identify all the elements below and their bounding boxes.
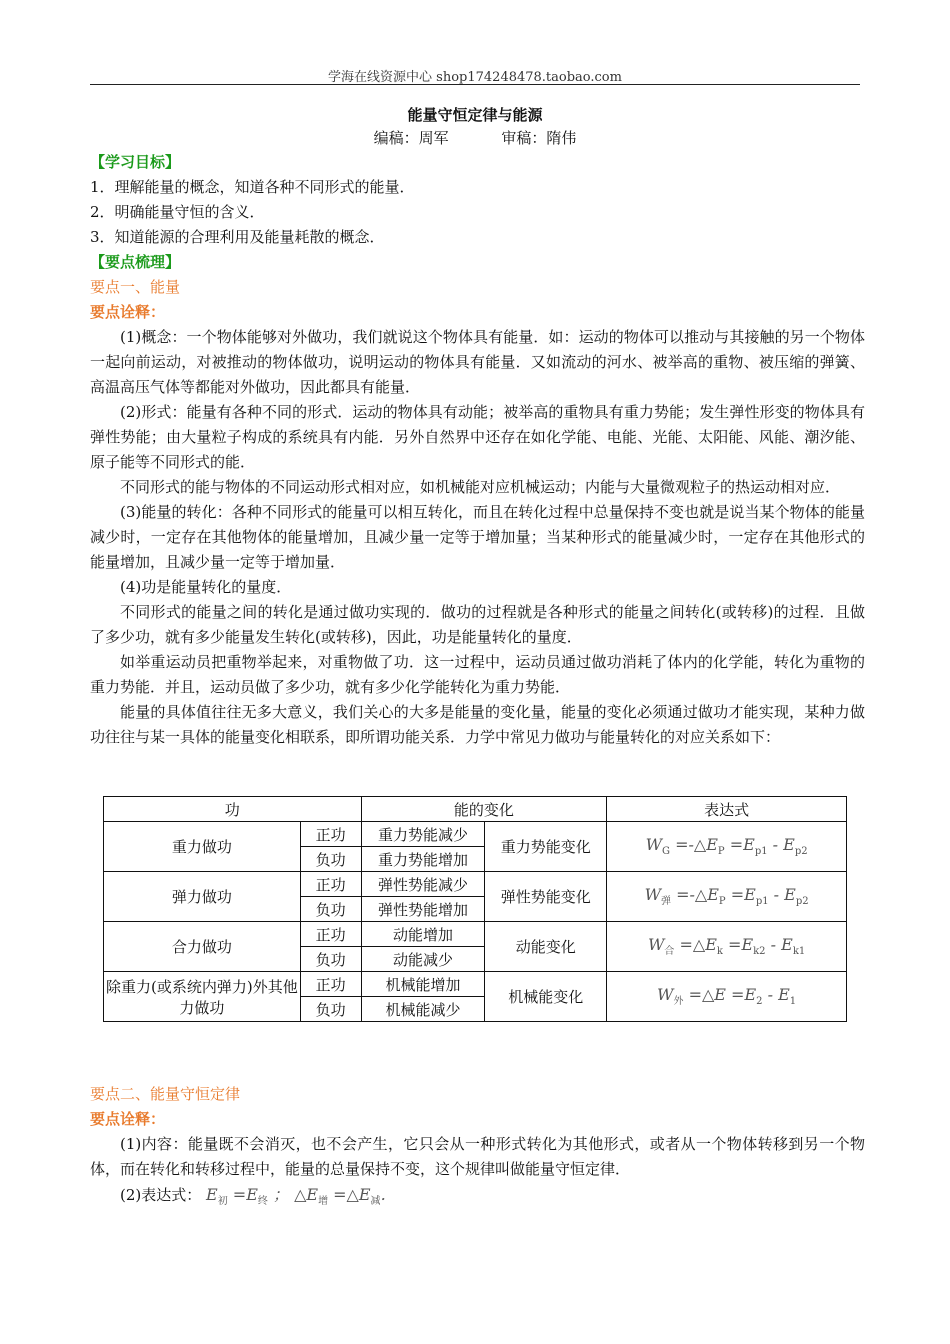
energy-change: 动能变化 bbox=[485, 922, 607, 972]
formula-elastic: $W_弹$ $=-\triangle E_P =E_{p1} - E_{p2}$ bbox=[607, 872, 847, 922]
expression-label: (2)表达式： bbox=[120, 1186, 202, 1204]
paragraph: (3)能量的转化：各种不同形式的能量可以相互转化，而且在转化过程中总量保持不变也就是说当某个物体的能量减少时，一定存在其他物体的能量增加，且减少量一定等于增加量；当某种形式的能量减少时，一定存在其他形式的能量增加，且减少量一定等于增加量． bbox=[90, 503, 865, 571]
table-row bbox=[104, 822, 847, 847]
paragraph: (4)功是能量转化的量度． bbox=[120, 578, 292, 596]
objectives-heading: 【学习目标】 bbox=[90, 153, 181, 171]
paragraph: 不同形式的能量之间的转化是通过做功实现的．做功的过程就是各种形式的能量之间转化(或转移)的过程．且做了多少功，就有多少能量发生转化(或转移)，因此，功是能量转化的量度． bbox=[90, 603, 865, 646]
formula-gravity: $W_G$ $=-\triangle E_P =E_{p1} - E_{p2}$ bbox=[607, 822, 847, 872]
table-row bbox=[104, 922, 847, 947]
paragraph: (1)概念：一个物体能够对外做功，我们就说这个物体具有能量．如：运动的物体可以推动与其接触的另一个物体一起向前运动，对被推动的物体做功，说明运动的物体具有能量．又如流动的河水、被举高的重物、被压缩的弹簧、高温高压气体等都能对外做功，因此都具有能量． bbox=[90, 328, 865, 396]
work-sign: 负功 bbox=[300, 847, 361, 872]
header-rule bbox=[90, 84, 860, 85]
paragraph: (2)形式：能量有各种不同的形式．运动的物体具有动能；被举高的重物具有重力势能；发生弹性形变的物体具有弹性势能；由大量粒子构成的系统具有内能．另外自然界中还存在如化学能、电能、光能、太阳能、风能、潮汐能、原子能等不同形式的能． bbox=[90, 403, 865, 471]
work-sign: 正功 bbox=[300, 972, 361, 997]
work-sign: 正功 bbox=[300, 822, 361, 847]
work-sign: 负功 bbox=[300, 897, 361, 922]
table-row bbox=[104, 972, 847, 997]
section-2-note: 要点诠释： bbox=[90, 1110, 166, 1128]
energy-change: 重力势能变化 bbox=[485, 822, 607, 872]
work-energy-table bbox=[103, 796, 847, 1022]
table-header-row bbox=[104, 797, 847, 822]
editor: 编稿：周军 bbox=[373, 129, 449, 147]
objective-item: 2．明确能量守恒的含义． bbox=[90, 203, 265, 221]
paragraph: (1)内容：能量既不会消灭，也不会产生，它只会从一种形式转化为其他形式，或者从一个物体转移到另一个物体，而在转化和转移过程中，能量的总量保持不变，这个规律叫做能量守恒定律． bbox=[90, 1135, 865, 1178]
reviewer: 审稿：隋伟 bbox=[501, 129, 577, 147]
section-1-title: 要点一、能量 bbox=[90, 278, 181, 296]
formula-other: $W_外$ =△E $=E_2 - E_1$ bbox=[607, 972, 847, 1022]
work-sign: 负功 bbox=[300, 947, 361, 972]
energy-effect: 重力势能增加 bbox=[361, 847, 485, 872]
energy-change: 弹性势能变化 bbox=[485, 872, 607, 922]
section-2-title: 要点二、能量守恒定律 bbox=[90, 1085, 241, 1103]
section-2-content bbox=[90, 1082, 865, 1214]
conservation-formula: $E_初 =E_终$ ； $\triangle E_增$ $=\triangle E_减$． bbox=[206, 1185, 397, 1208]
formula-net: $W_合$ $=\triangle E_k =E_{k2} - E_{k1}$ bbox=[607, 922, 847, 972]
energy-effect: 机械能减少 bbox=[361, 997, 485, 1022]
header-energy-change: 能的变化 bbox=[361, 797, 607, 822]
energy-effect: 弹性势能减少 bbox=[361, 872, 485, 897]
objective-item: 3．知道能源的合理利用及能量耗散的概念． bbox=[90, 228, 385, 246]
force-cell: 除重力(或系统内弹力)外其他力做功 bbox=[104, 972, 301, 1022]
summary-heading: 【要点梳理】 bbox=[90, 253, 181, 271]
header-work: 功 bbox=[104, 797, 362, 822]
energy-change: 机械能变化 bbox=[485, 972, 607, 1022]
energy-effect: 机械能增加 bbox=[361, 972, 485, 997]
objective-item: 1．理解能量的概念，知道各种不同形式的能量． bbox=[90, 178, 415, 196]
byline bbox=[90, 127, 860, 148]
force-cell: 合力做功 bbox=[104, 922, 301, 972]
force-cell: 弹力做功 bbox=[104, 872, 301, 922]
header-expression: 表达式 bbox=[607, 797, 847, 822]
section-1-content bbox=[90, 150, 865, 750]
paragraph: 能量的具体值往往无多大意义，我们关心的大多是能量的变化量，能量的变化必须通过做功才能实现，某种力做功往往与某一具体的能量变化相联系，即所谓功能关系．力学中常见力做功与能量转化的对应关系如下： bbox=[90, 703, 865, 746]
work-sign: 正功 bbox=[300, 922, 361, 947]
energy-effect: 弹性势能增加 bbox=[361, 897, 485, 922]
work-sign: 负功 bbox=[300, 997, 361, 1022]
force-cell: 重力做功 bbox=[104, 822, 301, 872]
table-row bbox=[104, 872, 847, 897]
paragraph: 不同形式的能与物体的不同运动形式相对应，如机械能对应机械运动；内能与大量微观粒子的热运动相对应． bbox=[120, 478, 841, 496]
work-sign: 正功 bbox=[300, 872, 361, 897]
paragraph: 如举重运动员把重物举起来，对重物做了功．这一过程中，运动员通过做功消耗了体内的化学能，转化为重物的重力势能．并且，运动员做了多少功，就有多少化学能转化为重力势能． bbox=[90, 653, 865, 696]
page-header: 学海在线资源中心 shop174248478.taobao.com bbox=[328, 70, 622, 85]
energy-effect: 动能增加 bbox=[361, 922, 485, 947]
expression-line bbox=[90, 1182, 865, 1214]
energy-effect: 动能减少 bbox=[361, 947, 485, 972]
document-title: 能量守恒定律与能源 bbox=[407, 106, 543, 124]
section-1-note: 要点诠释： bbox=[90, 303, 166, 321]
energy-effect: 重力势能减少 bbox=[361, 822, 485, 847]
